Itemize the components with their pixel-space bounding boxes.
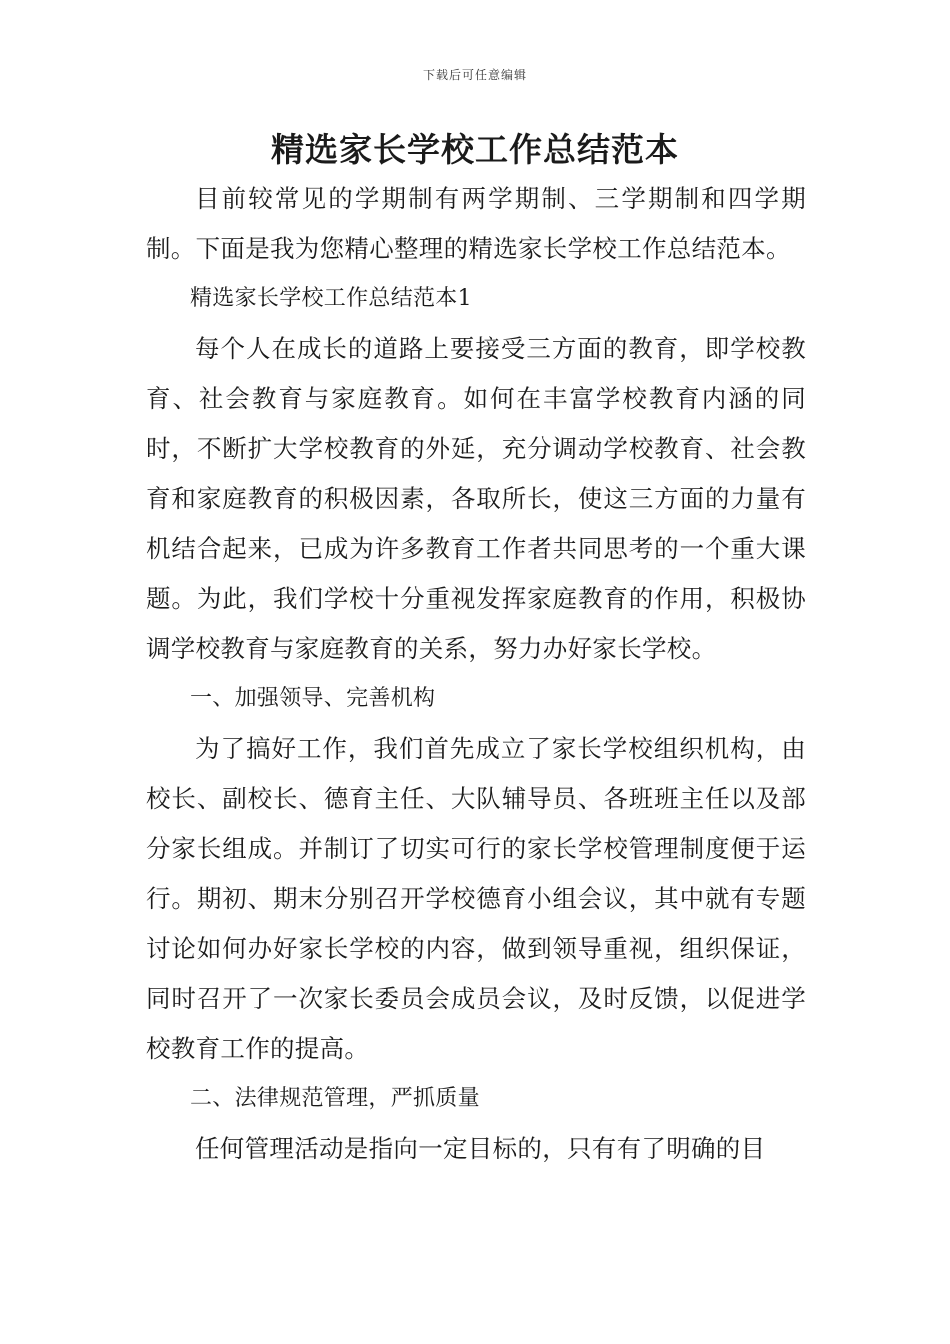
paragraph-leadership: 为了搞好工作，我们首先成立了家长学校组织机构，由校长、副校长、德育主任、大队辅导员、各班班主任以及部分家长组成。并制订了切实可行的家长学校管理制度便于运行。期初、期末分别召开学校德育小组会议，其中就有专题讨论如何办好家长学校的内容，做到领导重视，组织保证，同时召开了一次家长委员会成员会议，及时反馈，以促进学校教育工作的提高。	[146, 734, 806, 1063]
paragraph-intro: 目前较常见的学期制有两学期制、三学期制和四学期制。下面是我为您精心整理的精选家长学校工作总结范本。	[146, 184, 806, 263]
document-body	[146, 174, 806, 1174]
paragraph-management: 任何管理活动是指向一定目标的，只有有了明确的目	[195, 1134, 766, 1163]
document-title: 精选家长学校工作总结范本	[271, 130, 679, 169]
header-note: 下载后可任意编辑	[422, 68, 527, 82]
paragraph-overview: 每个人在成长的道路上要接受三方面的教育，即学校教育、社会教育与家庭教育。如何在丰富学校教育内涵的同时，不断扩大学校教育的外延，充分调动学校教育、社会教育和家庭教育的积极因素，各取所长，使这三方面的力量有机结合起来，已成为许多教育工作者共同思考的一个重大课题。为此，我们学校十分重视发挥家庭教育的作用，积极协调学校教育与家庭教育的关系，努力办好家长学校。	[146, 334, 806, 663]
section-heading-leadership: 一、加强领导、完善机构	[190, 686, 436, 711]
section-heading-management: 二、法律规范管理，严抓质量	[190, 1086, 480, 1111]
section-heading-sample-1: 精选家长学校工作总结范本1	[190, 286, 472, 311]
